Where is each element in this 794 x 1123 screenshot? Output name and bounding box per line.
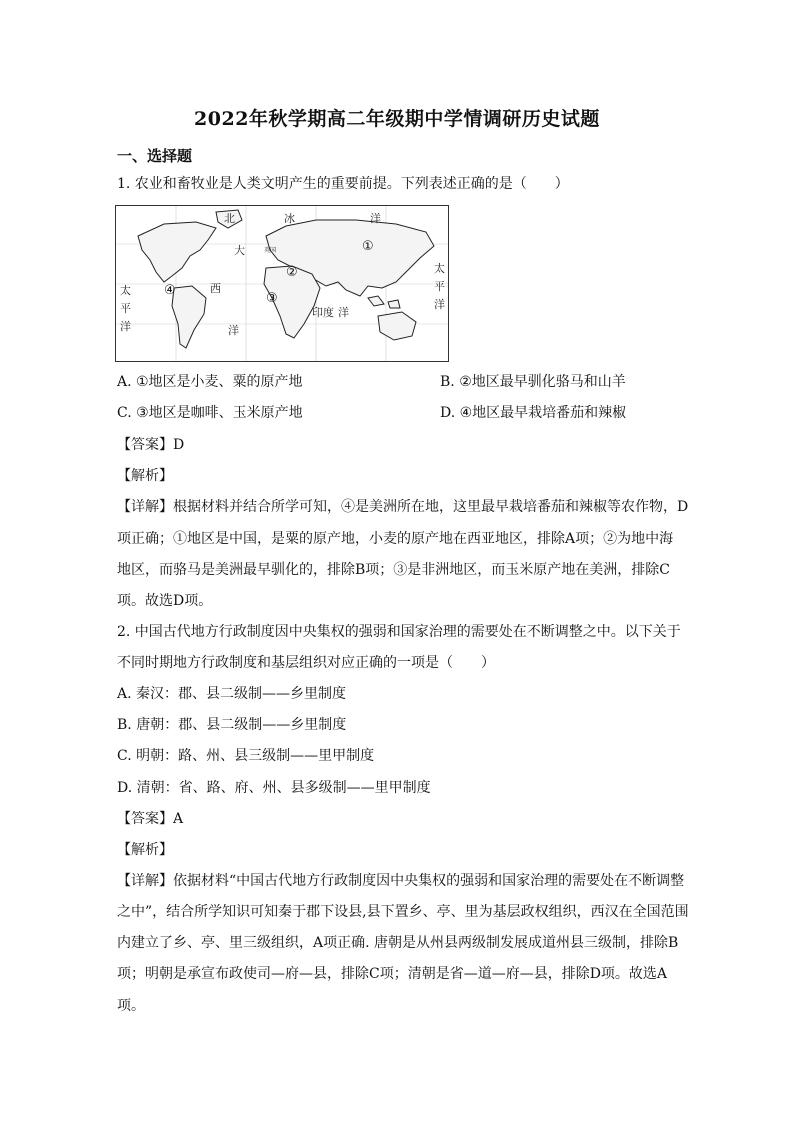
q1-analysis-label: 【解析】 (117, 468, 173, 484)
q1-answer: 【答案】D (117, 437, 185, 453)
q1-option-d: D. ④地区最早栽培番茄和辣椒 (440, 405, 627, 421)
map-label-da: 大 (234, 244, 245, 257)
section-heading: 一、选择题 (117, 147, 193, 165)
q2-detail-line: 项；明朝是承宣布政使司—府—县，排除C项；清朝是省—道—府—县，排除D项。故选A (117, 966, 668, 982)
map-label-yang-indian: 洋 (338, 306, 349, 319)
q1-stem: 1. 农业和畜牧业是人类文明产生的重要前提。下列表述正确的是（ ） (117, 176, 569, 192)
q2-detail-line: 项。 (117, 998, 145, 1014)
map-label-yindu: 印度 (312, 306, 334, 319)
q1-detail-line: 项正确；①地区是中国，是粟的原产地，小麦的原产地在西亚地区，排除A项；②为地中海 (117, 531, 674, 547)
q2-detail-line: 内建立了乡、亭、里三级组织，A项正确. 唐朝是从州县两级制发展成道州县三级制，排除B (117, 935, 679, 951)
map-label-xi: 西 (210, 282, 221, 295)
q1-detail-line: 【详解】根据材料并结合所学可知，④是美洲所在地，这里最早栽培番茄和辣椒等农作物，D (117, 499, 689, 515)
q1-detail-line: 项。故选D项。 (117, 593, 213, 609)
q1-detail-line: 地区，而骆马是美洲最早驯化的，排除B项；③是非洲地区，而玉米原产地在美洲，排除C (117, 562, 670, 578)
map-label-yang-left: 洋 (120, 320, 131, 333)
q2-answer: 【答案】A (117, 811, 184, 827)
q2-option-c: C. 明朝：路、州、县三级制——里甲制度 (117, 748, 375, 764)
map-label-uk: 英国 (264, 247, 277, 254)
q2-option-d: D. 清朝：省、路、府、州、县多级制——里甲制度 (117, 780, 431, 796)
map-label-yang-atlantic: 洋 (228, 324, 239, 337)
map-label-yang-right: 洋 (434, 298, 445, 311)
map-label-bei: 北 (224, 212, 235, 225)
map-marker-2: ② (286, 265, 298, 280)
map-label-ping-left: 平 (120, 302, 131, 315)
q1-option-c: C. ③地区是咖啡、玉米原产地 (117, 405, 303, 421)
map-marker-1: ① (362, 239, 374, 254)
page-title: 2022年秋学期高二年级期中学情调研历史试题 (194, 108, 600, 130)
map-marker-4: ④ (164, 283, 176, 298)
q2-option-a: A. 秦汉：郡、县二级制——乡里制度 (117, 686, 347, 702)
q1-option-a: A. ①地区是小麦、粟的原产地 (117, 374, 303, 390)
q2-stem-line: 不同时期地方行政制度和基层组织对应正确的一项是（ ） (117, 655, 495, 671)
q2-option-b: B. 唐朝：郡、县二级制——乡里制度 (117, 717, 347, 733)
map-label-tai-right: 太 (434, 262, 445, 275)
q2-stem-line: 2. 中国古代地方行政制度因中央集权的强弱和国家治理的需要处在不断调整之中。以下关于 (117, 624, 681, 640)
world-map-svg (116, 206, 448, 361)
map-marker-3: ③ (266, 291, 278, 306)
q2-analysis-label: 【解析】 (117, 842, 173, 858)
q2-detail-line: 【详解】依据材料“中国古代地方行政制度因中央集权的强弱和国家治理的需要处在不断调整 (117, 873, 685, 889)
q2-detail-line: 之中”，结合所学知识可知秦于郡下设县,县下置乡、亭、里为基层政权组织，西汉在全国范围 (117, 904, 689, 920)
map-label-ping-right: 平 (434, 280, 445, 293)
map-label-tai-left: 太 (120, 284, 131, 297)
world-map-figure (115, 205, 449, 362)
map-label-bing: 冰 (284, 212, 295, 225)
q1-option-b: B. ②地区最早驯化骆马和山羊 (440, 374, 626, 390)
map-label-yang-top: 洋 (370, 212, 381, 225)
